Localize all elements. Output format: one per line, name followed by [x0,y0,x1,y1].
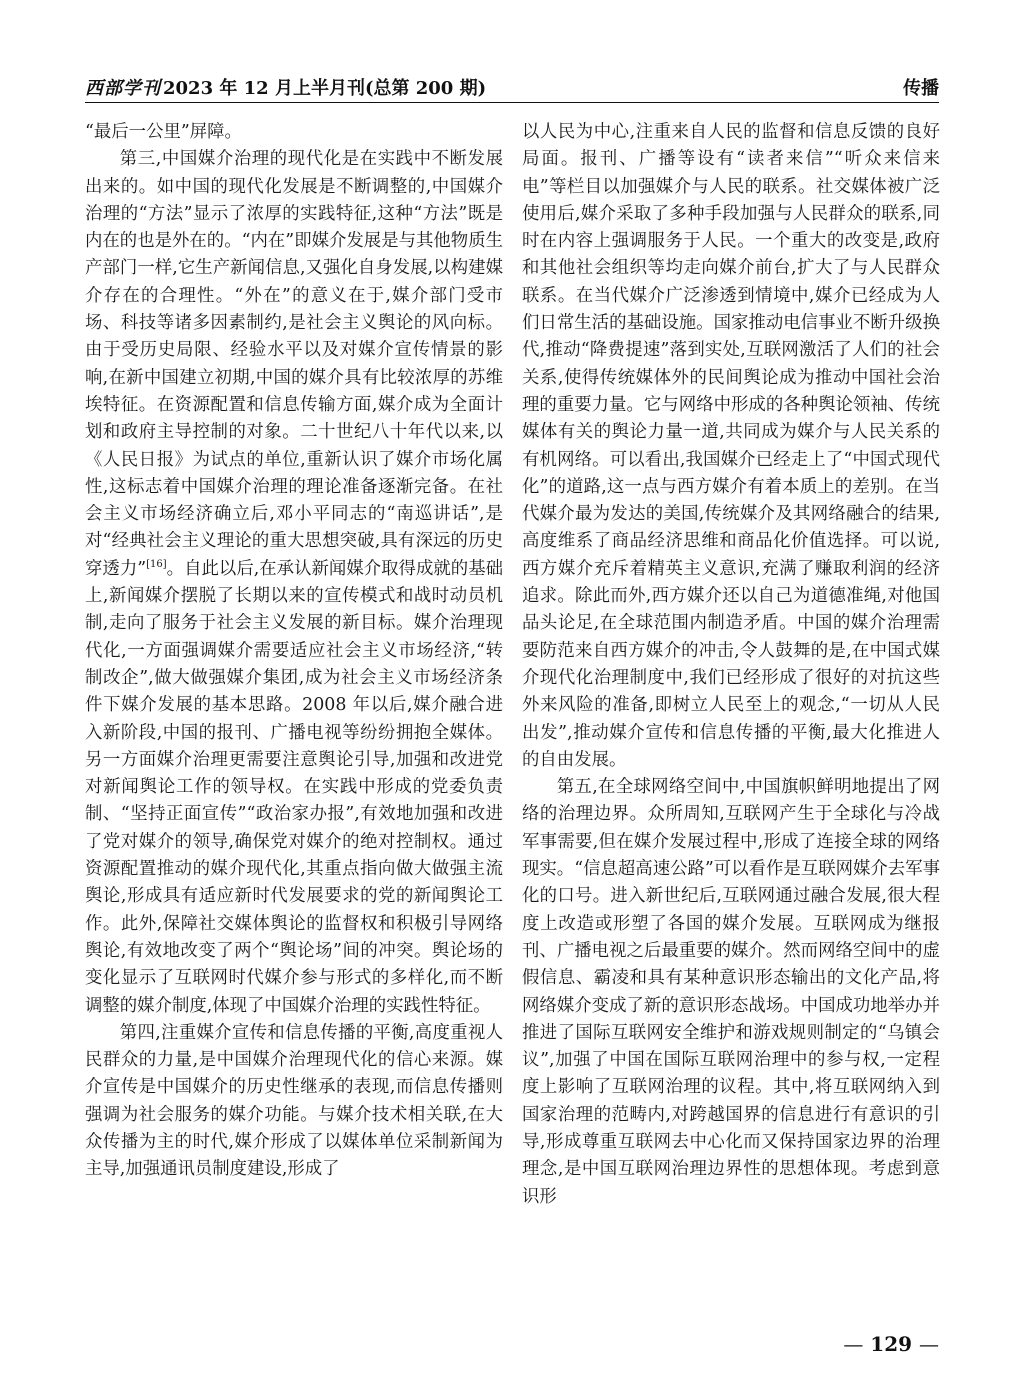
citation-reference: [16] [146,558,167,570]
paragraph-text: 。自此以后,在承认新闻媒介取得成就的基础上,新闻媒介摆脱了长期以来的宣传模式和战时动员机制,走向了服务于社会主义发展的新目标。媒介治理现代化,一方面强调媒介需要适应社会主义市场经济,“转制改企”,做大做强媒介集团,成为社会主义市场经济条件下媒介发展的基本思路。2008 年以后,媒介融合进入新阶段,中国的报刊、广播电视等纷纷拥抱全媒体。另一方面媒介治理更需要注意舆论引导,加强和改进党对新闻舆论工作的领导权。在实践中形成的党委负责制、“坚持正面宣传”“政治家办报”,有效地加强和改进了党对媒介的领导,确保党对媒介的绝对控制权。通过资源配置推动的媒介现代化,其重点指向做大做强主流舆论,形成具有适应新时代发展要求的党的新闻舆论工作。此外,保障社交媒体舆论的监督权和积极引导网络舆论,有效地改变了两个“舆论场”间的冲突。舆论场的变化显示了互联网时代媒介参与形式的多样化,而不断调整的媒介制度,体现了中国媒介治理的实践性特征。 [85,558,503,1016]
paragraph: 以人民为中心,注重来自人民的监督和信息反馈的良好局面。报刊、广播等设有“读者来信”“听众来信来电”等栏目以加强媒介与人民的联系。社交媒体被广泛使用后,媒介采取了多种手段加强与人民群众的联系,同时在内容上强调服务于人民。一个重大的改变是,政府和其他社会组织等均走向媒介前台,扩大了与人民群众联系。在当代媒介广泛渗透到情境中,媒介已经成为人们日常生活的基础设施。国家推动电信事业不断升级换代,推动“降费提速”落到实处,互联网激活了人们的社会关系,使得传统媒体外的民间舆论成为推动中国社会治理的重要力量。它与网络中形成的各种舆论领袖、传统媒体有关的舆论力量一道,共同成为媒介与人民关系的有机网络。可以看出,我国媒介已经走上了“中国式现代化”的道路,这一点与西方媒介有着本质上的差别。在当代媒介最为发达的美国,传统媒介及其网络融合的结果,高度维系了商品经济思维和商品化价值选择。可以说,西方媒介充斥着精英主义意识,充满了赚取利润的经济追求。除此而外,西方媒介还以自己为道德准绳,对他国品头论足,在全球范围内制造矛盾。中国的媒介治理需要防范来自西方媒介的冲击,令人鼓舞的是,在中国式媒介现代化治理制度中,我们已经形成了很好的对抗这些外来风险的准备,即树立人民至上的观念,“一切从人民出发”,推动媒介宣传和信息传播的平衡,最大化推进人的自由发展。 [522,122,940,770]
folio-dash: — [919,1332,939,1356]
paragraph: 第四,注重媒介宣传和信息传播的平衡,高度重视人民群众的力量,是中国媒介治理现代化的信心来源。媒介宣传是中国媒介的历史性继承的表现,而信息传播则强调为社会服务的媒介功能。与媒介技术相关联,在大众传播为主的时代,媒介形成了以媒体单位采制新闻为主导,加强通讯员制度建设,形成了 [85,1022,503,1180]
paragraph-text: 第三,中国媒介治理的现代化是在实践中不断发展出来的。如中国的现代化发展是不断调整的,中国媒介治理的“方法”显示了浓厚的实践特征,这种“方法”既是内在的也是外在的。“内在”即媒介发展是与其他物质生产部门一样,它生产新闻信息,又强化自身发展,以构建媒介存在的合理性。“外在”的意义在于,媒介部门受市场、科技等诸多因素制约,是社会主义舆论的风向标。由于受历史局限、经验水平以及对媒介宣传情景的影响,在新中国建立初期,中国的媒介具有比较浓厚的苏维埃特征。在资源配置和信息传输方面,媒介成为全面计划和政府主导控制的对象。二十世纪八十年代以来,以《人民日报》为试点的单位,重新认识了媒介市场化属性,这标志着中国媒介治理的理论准备逐渐完备。在社会主义市场经济确立后,邓小平同志的“南巡讲话”,是对“经典社会主义理论的重大思想突破,具有深远的历史穿透力” [85,149,503,579]
page-number [843,1332,939,1356]
journal-issue-line [85,74,486,100]
header-rule [85,102,939,103]
paragraph [85,146,503,1020]
paragraph: “最后一公里”屏障。 [85,122,242,142]
right-column [522,119,940,1211]
page-number-value: 129 [870,1332,913,1356]
running-head [85,70,939,104]
issue-info: 2023 年 12 月上半月刊(总第 200 期) [163,78,487,99]
section-name: 传播 [903,78,939,99]
paragraph: 第五,在全球网络空间中,中国旗帜鲜明地提出了网络的治理边界。众所周知,互联网产生于全球化与冷战军事需要,但在媒介发展过程中,形成了连接全球的网络现实。“信息超高速公路”可以看作是互联网媒介去军事化的口号。进入新世纪后,互联网通过融合发展,很大程度上改造或形塑了各国的媒介发展。互联网成为继报刊、广播电视之后最重要的媒介。然而网络空间中的虚假信息、霸凌和具有某种意识形态输出的文化产品,将网络媒介变成了新的意识形态战场。中国成功地举办并推进了国际互联网安全维护和游戏规则制定的“乌镇会议”,加强了中国在国际互联网治理中的参与权,一定程度上影响了互联网治理的议程。其中,将互联网纳入到国家治理的范畴内,对跨越国界的信息进行有意识的引导,形成尊重互联网去中心化而又保持国家边界的治理理念,是中国互联网治理边界性的思想体现。考虑到意识形 [522,777,940,1207]
journal-logo: 西部学刊 [85,78,161,99]
left-column [85,119,503,1184]
folio-dash: — [843,1332,864,1356]
